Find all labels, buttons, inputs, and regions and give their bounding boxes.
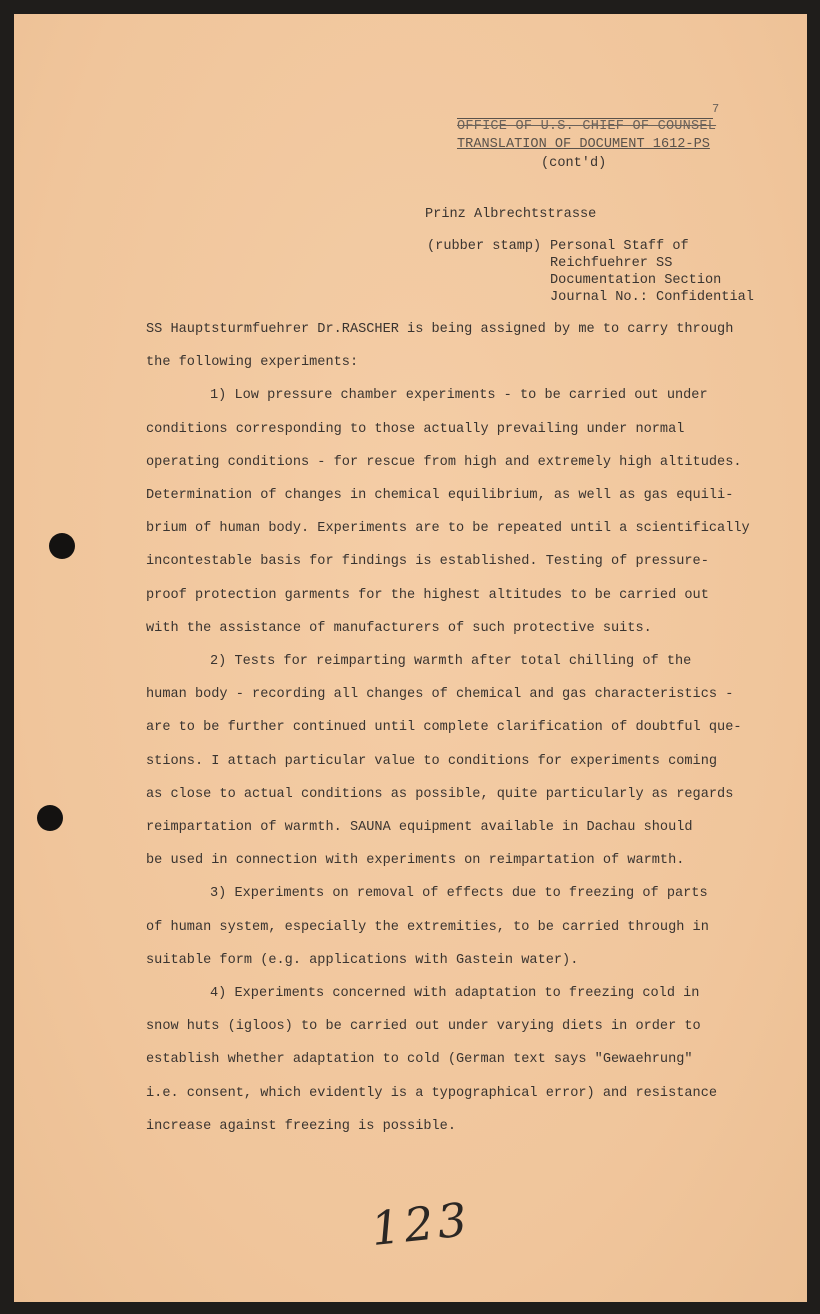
stamp-line-2: Reichfuehrer SS bbox=[550, 256, 673, 271]
item-4-line: increase against freezing is possible. bbox=[146, 1119, 456, 1134]
stamp-line-1: Personal Staff of bbox=[550, 239, 689, 254]
item-2-line: stions. I attach particular value to conditions for experiments coming bbox=[146, 754, 718, 769]
item-1-line: brium of human body. Experiments are to be repeated until a scientifically bbox=[146, 521, 750, 536]
item-2-line: 2) Tests for reimparting warmth after total chilling of the bbox=[210, 654, 692, 669]
item-1-line: 1) Low pressure chamber experiments - to be carried out under bbox=[210, 388, 708, 403]
stamp-line-4: Journal No.: Confidential bbox=[550, 290, 754, 305]
punch-hole-bottom bbox=[37, 805, 63, 831]
corner-mark: 7 bbox=[712, 102, 720, 116]
item-3-line: 3) Experiments on removal of effects due to freezing of parts bbox=[210, 886, 708, 901]
item-1-line: conditions corresponding to those actually prevailing under normal bbox=[146, 422, 685, 437]
header-translation-line: TRANSLATION OF DOCUMENT 1612-PS bbox=[457, 137, 710, 152]
item-2-line: be used in connection with experiments on reimpartation of warmth. bbox=[146, 853, 685, 868]
intro-line: SS Hauptsturmfuehrer Dr.RASCHER is being assigned by me to carry through bbox=[146, 322, 734, 337]
stamp-line-3: Documentation Section bbox=[550, 273, 722, 288]
item-2-line: are to be further continued until complete clarification of doubtful que- bbox=[146, 720, 742, 735]
item-3-line: suitable form (e.g. applications with Gastein water). bbox=[146, 953, 579, 968]
intro-line: the following experiments: bbox=[146, 355, 359, 370]
item-3-line: of human system, especially the extremities, to be carried through in bbox=[146, 920, 709, 935]
item-4-line: i.e. consent, which evidently is a typographical error) and resistance bbox=[146, 1086, 718, 1101]
stamp-label: (rubber stamp) bbox=[427, 239, 542, 254]
handwritten-page-number: 123 bbox=[368, 1191, 474, 1257]
item-1-line: operating conditions - for rescue from high and extremely high altitudes. bbox=[146, 455, 742, 470]
item-2-line: human body - recording all changes of chemical and gas characteristics - bbox=[146, 687, 734, 702]
item-1-line: incontestable basis for findings is established. Testing of pressure- bbox=[146, 554, 709, 569]
document-page bbox=[14, 14, 807, 1302]
item-1-line: proof protection garments for the highest altitudes to be carried out bbox=[146, 588, 709, 603]
item-2-line: reimpartation of warmth. SAUNA equipment available in Dachau should bbox=[146, 820, 693, 835]
item-4-line: establish whether adaptation to cold (German text says "Gewaehrung" bbox=[146, 1052, 693, 1067]
punch-hole-top bbox=[49, 533, 75, 559]
item-4-line: snow huts (igloos) to be carried out under varying diets in order to bbox=[146, 1019, 701, 1034]
header-office-line: OFFICE OF U.S. CHIEF OF COUNSEL bbox=[457, 119, 717, 134]
item-2-line: as close to actual conditions as possible, quite particularly as regards bbox=[146, 787, 734, 802]
address: Prinz Albrechtstrasse bbox=[425, 207, 597, 222]
item-1-line: Determination of changes in chemical equilibrium, as well as gas equili- bbox=[146, 488, 734, 503]
header-contd: (cont'd) bbox=[541, 156, 607, 171]
item-4-line: 4) Experiments concerned with adaptation to freezing cold in bbox=[210, 986, 700, 1001]
item-1-line: with the assistance of manufacturers of such protective suits. bbox=[146, 621, 652, 636]
